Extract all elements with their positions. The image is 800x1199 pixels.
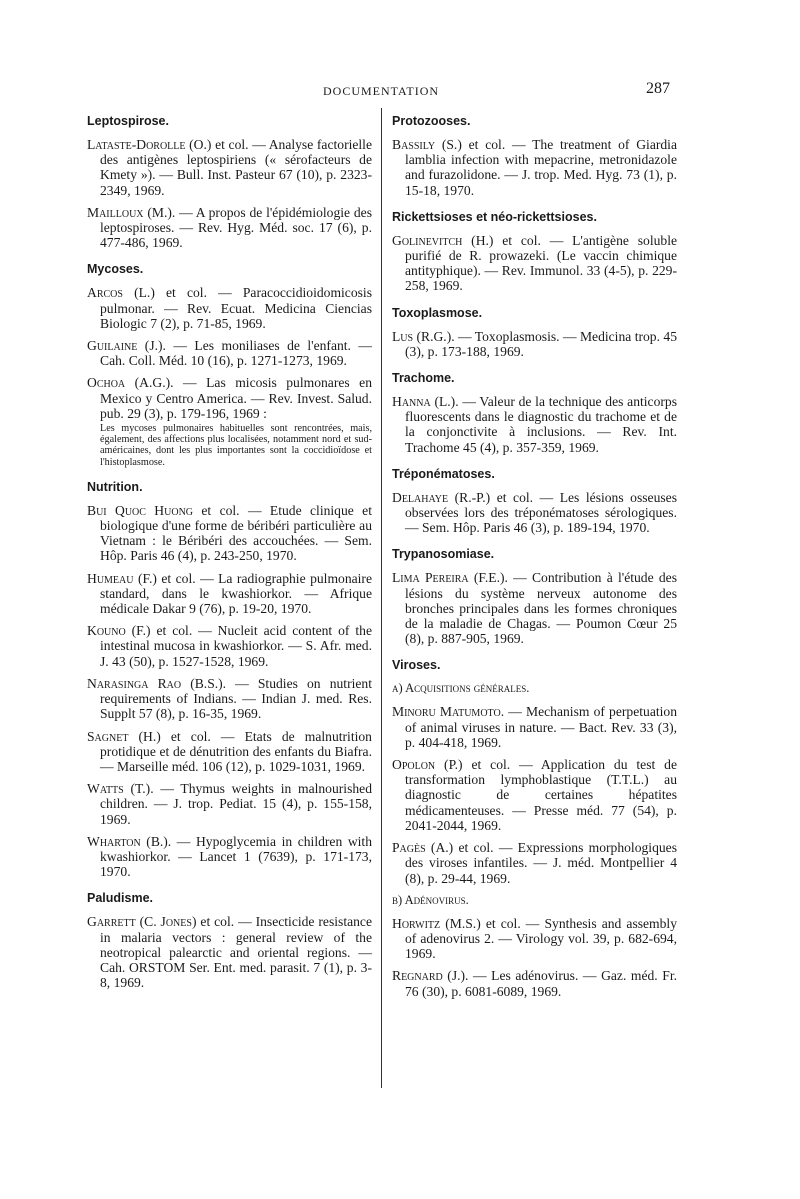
entry-author: Humeau (F.): [87, 570, 157, 586]
entry-citation: et col. — Nucleit acid content of the intestinal mucosa in kwashiorkor. — S. Afr. med. J. 43 (50), p. 1527-1528, 1969.: [100, 623, 372, 669]
section-heading: Nutrition.: [87, 479, 143, 494]
entry-citation: et col. — L'antigène soluble purifié de R. prowazeki. (Le vaccin chimique antityphique). — Rev. Immunol. 33 (4-5), p. 229-258, 1969.: [405, 232, 678, 294]
entry-citation: et col. — Analyse factorielle des antigènes leptospiriens (« sérofacteurs de Kmety »). — Bull. Inst. Pasteur 67 (10), p. 2323-2349, 1969.: [100, 137, 372, 198]
bibliography-entry: [392, 329, 677, 359]
entry-author: Golinevitch (H.): [392, 232, 494, 248]
bibliography-entry: [87, 285, 372, 331]
bibliography-entry: [87, 137, 372, 198]
entry-author: Wharton (B.).: [87, 833, 172, 849]
bibliography-entry: [392, 137, 677, 198]
entry-citation: — A propos de l'épidémiologie des leptospiroses. — Rev. Hyg. Méd. soc. 17 (6), p. 477-486, 1969.: [100, 204, 373, 251]
bibliography-entry: [87, 781, 372, 827]
entry-author: Lus (R.G.).: [392, 328, 455, 344]
entry-author: Bassily (S.): [392, 137, 462, 152]
section-trachome: [392, 371, 677, 455]
entry-author: Arcos (L.): [87, 285, 155, 301]
running-title: DOCUMENTATION: [323, 84, 440, 98]
entry-author: Lima Pereira (F.E.).: [392, 570, 508, 586]
section-viroses: [392, 658, 677, 998]
entry-author: Delahaye (R.-P.): [392, 489, 491, 505]
entry-citation: — Valeur de la technique des anticorps fluorescents dans le diagnostic du trachome et de la conjonctivite à inclusions. — Rev. Int. Trachome 45 (4), p. 357-359, 1969.: [405, 394, 677, 455]
bibliography-entry: [87, 914, 372, 990]
left-column: [87, 114, 372, 1002]
entry-author: Mailloux (M.).: [87, 204, 176, 220]
section-heading: Trachome.: [392, 371, 455, 386]
bibliography-entry: [392, 490, 677, 536]
bibliography-entry: [87, 623, 372, 669]
entry-citation: — Contribution à l'étude des lésions du système nerveux autonome des bronches principales dans les formes chroniques de la maladie de Chagas. — Poumon Cœur 25 (8), p. 887-905, 1969.: [405, 570, 677, 647]
entry-citation: — Thymus weights in malnourished children. — J. trop. Pediat. 15 (4), p. 155-158, 1969.: [100, 781, 372, 827]
bibliography-entry: [87, 375, 372, 421]
bibliography-entry: [392, 570, 677, 646]
section-heading: Leptospirose.: [87, 114, 169, 128]
section-heading: Trypanosomiase.: [392, 547, 495, 562]
bibliography-entry: [392, 840, 677, 886]
subsection-heading: a) Acquisitions générales.: [392, 681, 530, 696]
entry-author: Horwitz (M.S.): [392, 915, 481, 931]
entry-citation: et col. — Etats de malnutrition protidique et de dénutrition des enfants du Biafra. — Marseille méd. 106 (12), p. 1029-1031, 1969.: [100, 728, 372, 774]
section-treponematoses: [392, 467, 677, 536]
bibliography-entry: [87, 676, 372, 722]
subsection-heading: b) Adénovirus.: [392, 892, 469, 907]
column-divider: [381, 108, 382, 1088]
bibliography-entry: [87, 205, 372, 251]
section-mycoses: [87, 262, 372, 467]
section-heading: Protozooses.: [392, 114, 471, 128]
section-trypanosomiase: [392, 547, 677, 646]
entry-author: Ochoa (A.G.).: [87, 375, 174, 391]
bibliography-entry: [392, 916, 677, 962]
bibliography-entry: [87, 834, 372, 880]
section-heading: Rickettsioses et néo-rickettsioses.: [392, 209, 597, 224]
section-nutrition: [87, 480, 372, 879]
entry-author: Guilaine (J.).: [87, 338, 166, 354]
entry-author: Regnard (J.).: [392, 968, 469, 984]
entry-author: Pagès (A.): [392, 840, 454, 856]
entry-author: Opolon (P.): [392, 757, 463, 773]
entry-citation: — Las micosis pulmonares en Mexico y Centro America. — Rev. Invest. Salud. pub. 29 (3), p. 179-196, 1969 :: [100, 375, 372, 421]
entry-citation: et col. — Les lésions osseuses observées lors des tréponématoses sérologiques. — Sem. Hôp. Paris 46 (3), p. 189-194, 1970.: [405, 489, 677, 536]
bibliography-entry: [392, 704, 677, 750]
section-leptospirose: [87, 114, 372, 250]
entry-author: Sagnet (H.): [87, 728, 161, 744]
section-heading: Tréponématoses.: [392, 466, 495, 481]
bibliography-entry: [87, 503, 372, 564]
entry-citation: — Toxoplasmosis. — Medicina trop. 45 (3), p. 173-188, 1969.: [405, 328, 677, 359]
bibliography-entry: [392, 233, 677, 294]
entry-citation: — Studies on nutrient requirements of Indians. — Indian J. med. Res. Supplt 57 (8), p. 16-35, 1969.: [100, 675, 372, 722]
entry-author: Lataste-Dorolle (O.): [87, 137, 212, 152]
section-heading: Paludisme.: [87, 891, 153, 906]
entry-citation: — Mechanism of perpetuation of animal viruses in nature. — Bact. Rev. 33 (3), p. 404-418, 1969.: [405, 704, 677, 750]
entry-citation: — Les adénovirus. — Gaz. méd. Fr. 76 (30), p. 6081-6089, 1969.: [405, 968, 677, 999]
bibliography-entry: [87, 571, 372, 617]
entry-author: Minoru Matumoto.: [392, 704, 505, 720]
entry-citation: et col. — Synthesis and assembly of adenovirus 2. — Virology vol. 39, p. 682-694, 1969.: [405, 915, 677, 962]
bibliography-entry: [87, 338, 372, 368]
bibliography-entry: [392, 757, 677, 833]
entry-citation: — Les moniliases de l'enfant. — Cah. Coll. Méd. 10 (16), p. 1271-1273, 1969.: [100, 338, 372, 369]
entry-author: Watts (T.).: [87, 781, 154, 797]
section-toxoplasmose: [392, 306, 677, 359]
entry-citation: — Hypoglycemia in children with kwashiorkor. — Lancet 1 (7639), p. 171-173, 1970.: [100, 833, 372, 880]
entry-citation: et col. — La radiographie pulmonaire standard, dans le kwashiorkor. — Afrique médicale Dakar 9 (76), p. 19-20, 1970.: [100, 570, 372, 617]
entry-citation: et col. — Expressions morphologiques des viroses infantiles. — J. méd. Montpellier 4 (8), p. 29-44, 1969.: [405, 840, 677, 886]
entry-author: Narasinga Rao (B.S.).: [87, 675, 227, 691]
page-number: 287: [646, 80, 670, 97]
bibliography-entry: [87, 729, 372, 775]
section-heading: Viroses.: [392, 658, 441, 673]
section-paludisme: [87, 891, 372, 990]
section-protozooses: [392, 114, 677, 198]
entry-citation: et col. — Etude clinique et biologique d'une forme de béribéri particulière au Vietnam : le Béribéri des accouchées. — Sem. Hôp. Paris 46 (4), p. 243-250, 1970.: [100, 502, 372, 564]
entry-citation: et col. — Paracoccidioidomicosis pulmonar. — Rev. Ecuat. Medicina Ciencias Biologic 7 (2), p. 71-85, 1969.: [100, 285, 372, 331]
section-heading: Toxoplasmose.: [392, 305, 483, 320]
right-column: [392, 114, 677, 1011]
entry-abstract: Les mycoses pulmonaires habituelles sont rencontrées, mais, également, des affections plus localisées, notamment nord et sud-américaines, dont les plus importantes sont la coccidioïdose et l'histoplasmose.: [100, 423, 372, 468]
bibliography-entry: [392, 968, 677, 998]
entry-citation: et col. — Application du test de transformation lymphoblastique (T.T.L.) au diagnostic de certaines hépatites médicamenteuses. — Presse méd. 77 (54), p. 2041-2044, 1969.: [405, 757, 677, 833]
section-heading: Mycoses.: [87, 262, 144, 277]
entry-citation: et col. — The treatment of Giardia lamblia infection with mepacrine, metronidazole and furazolidone. — J. trop. Med. Hyg. 73 (1), p. 15-18, 1970.: [405, 137, 677, 198]
bibliography-entry: [392, 394, 677, 455]
entry-author: Bui Quoc Huong: [87, 502, 194, 518]
entry-author: Garrett (C. Jones): [87, 914, 197, 930]
entry-citation: et col. — Insecticide resistance in malaria vectors : general review of the neotropical palearctic and oriental regions. — Cah. ORSTOM Ser. Ent. med. parasit. 7 (1), p. 3-8, 1969.: [100, 914, 372, 991]
entry-author: Hanna (L.).: [392, 394, 459, 410]
section-rickettsioses-et-neo-rickettsioses: [392, 210, 677, 294]
entry-author: Kouno (F.): [87, 623, 151, 639]
